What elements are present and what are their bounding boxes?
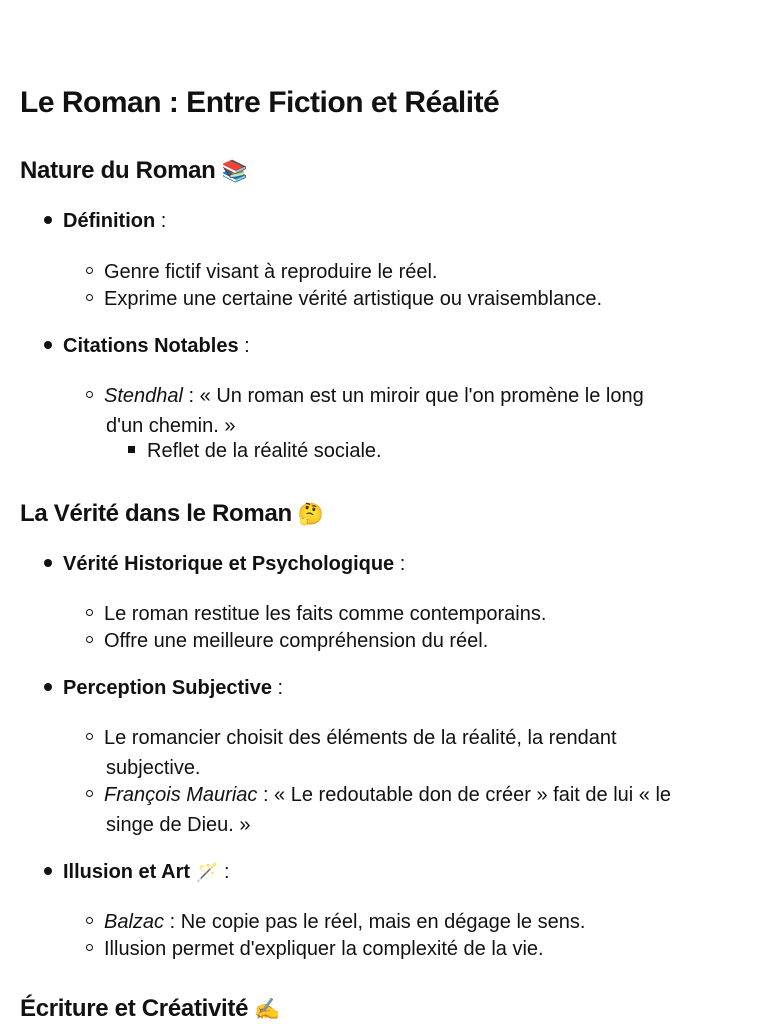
sub-list-item bbox=[86, 284, 602, 314]
sub-list-item-text: Offre une meilleure compréhension du réel. bbox=[104, 630, 489, 652]
sub-list-item bbox=[86, 599, 546, 629]
list-item-label: Définition bbox=[63, 210, 156, 232]
section-heading-text: La Vérité dans le Roman bbox=[20, 500, 292, 527]
list-item-label: Citations Notables bbox=[63, 335, 239, 357]
sub-list-item bbox=[86, 257, 438, 287]
list-item bbox=[44, 210, 166, 233]
sub-list-item bbox=[86, 723, 617, 783]
section-heading-verite bbox=[20, 500, 324, 528]
list-item-label: Perception Subjective bbox=[63, 677, 272, 699]
bullet-disc bbox=[44, 216, 52, 224]
sub-list-item-text: Exprime une certaine vérité artistique ou vraisemblance. bbox=[104, 288, 603, 310]
list-item bbox=[44, 861, 230, 884]
bullet-circle bbox=[86, 294, 93, 301]
sub-list-item bbox=[86, 381, 644, 441]
sub-list-item-text: : « Un roman est un miroir que l'on promène le long bbox=[182, 385, 644, 407]
list-item bbox=[44, 335, 250, 358]
quote-author: Stendhal bbox=[104, 385, 183, 407]
books-icon: 📚 bbox=[221, 160, 248, 183]
sub-list-item-text: : Ne copie pas le réel, mais en dégage le sens. bbox=[164, 911, 586, 933]
bullet-circle bbox=[86, 391, 93, 398]
bullet-circle bbox=[86, 733, 93, 740]
sub-sub-list-item bbox=[128, 440, 382, 463]
list-item bbox=[44, 677, 283, 700]
bullet-circle bbox=[86, 267, 93, 274]
bullet-circle bbox=[86, 944, 93, 951]
sub-sub-list-item-text: Reflet de la réalité sociale. bbox=[147, 440, 382, 462]
sub-list-item-text: Le roman restitue les faits comme contemporains. bbox=[104, 603, 547, 625]
bullet-disc bbox=[44, 559, 52, 567]
bullet-disc bbox=[44, 341, 52, 349]
quote-author: Balzac bbox=[104, 911, 165, 933]
list-item-suffix: : bbox=[218, 861, 230, 883]
section-heading-text: Écriture et Créativité bbox=[20, 995, 249, 1022]
sub-list-item bbox=[86, 780, 671, 840]
page-title: Le Roman : Entre Fiction et Réalité bbox=[20, 86, 500, 119]
section-heading-ecriture bbox=[20, 995, 280, 1023]
bullet-disc bbox=[44, 867, 52, 875]
sub-list-item bbox=[86, 934, 544, 964]
sub-list-item bbox=[86, 626, 488, 656]
bullet-square bbox=[128, 446, 135, 453]
writing-hand-icon: ✍️ bbox=[254, 998, 281, 1021]
list-item-suffix: : bbox=[271, 677, 284, 699]
bullet-circle bbox=[86, 636, 93, 643]
list-item-label: Illusion et Art bbox=[63, 861, 191, 883]
magic-wand-icon: 🪄 bbox=[196, 862, 219, 882]
sub-list-item-continuation: d'un chemin. » bbox=[106, 415, 236, 437]
list-item-suffix: : bbox=[155, 210, 167, 232]
list-item-suffix: : bbox=[394, 553, 406, 575]
bullet-circle bbox=[86, 917, 93, 924]
bullet-circle bbox=[86, 790, 93, 797]
bullet-circle bbox=[86, 609, 93, 616]
sub-list-item-text: Illusion permet d'expliquer la complexité de la vie. bbox=[104, 938, 544, 960]
section-heading-nature bbox=[20, 157, 247, 185]
sub-list-item-text: Le romancier choisit des éléments de la réalité, la rendant bbox=[104, 727, 617, 749]
list-item-label: Vérité Historique et Psychologique bbox=[63, 553, 395, 575]
section-heading-text: Nature du Roman bbox=[20, 157, 216, 184]
sub-list-item-text: Genre fictif visant à reproduire le réel. bbox=[104, 261, 438, 283]
sub-list-item-text: : « Le redoutable don de créer » fait de lui « le bbox=[257, 784, 672, 806]
list-item-suffix: : bbox=[238, 335, 250, 357]
list-item bbox=[44, 553, 405, 576]
quote-author: François Mauriac bbox=[104, 784, 258, 806]
bullet-disc bbox=[44, 683, 52, 691]
sub-list-item-continuation: subjective. bbox=[106, 757, 201, 779]
sub-list-item-continuation: singe de Dieu. » bbox=[106, 814, 251, 836]
thinking-face-icon: 🤔 bbox=[297, 503, 324, 526]
sub-list-item bbox=[86, 907, 585, 937]
